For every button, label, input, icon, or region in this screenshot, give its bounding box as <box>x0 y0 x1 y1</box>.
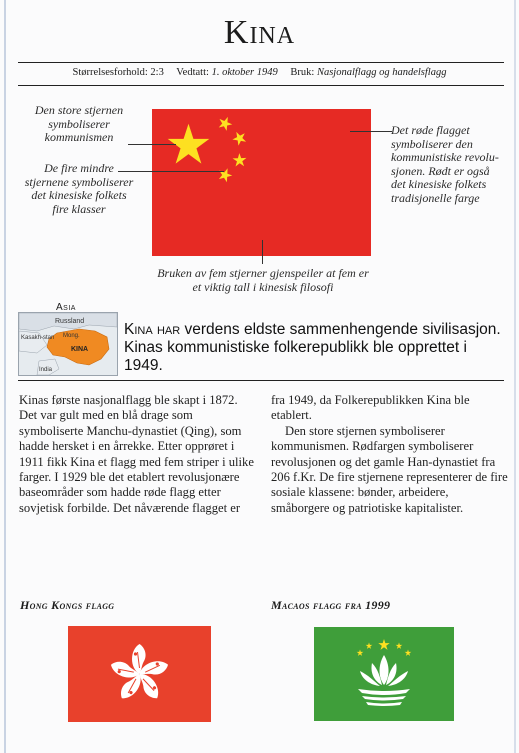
china-flag <box>152 109 371 256</box>
macao-flag-heading: Macaos flagg fra 1999 <box>271 598 391 612</box>
body-paragraph-history: Kinas første nasjonalflagg ble skapt i 1872. Det var gult med en blå drage som symboliserte Manchu-dynastiet (Qing), som hadde hersket i en årrekke. Etter opprøret i 1911 fikk Kina et flagg med fem striper i ulike farger. I 1929 ble det etablert revolusjonære baseområder som hadde røde flagg etter sovjetisk forbilde. Det nåværende flagget er <box>19 393 254 515</box>
flag-meta-line <box>0 67 519 78</box>
title-rule-top <box>18 62 504 63</box>
leader-line-big-star <box>128 144 176 145</box>
map-label-kasakhstan: Kasakh-stan <box>21 335 55 341</box>
ratio-value: 2:3 <box>150 67 164 78</box>
locator-map <box>18 312 118 376</box>
annotation-big-star: Den store stjernen symboliserer kommunismen <box>34 103 124 144</box>
body-column-left <box>19 393 257 516</box>
adopted-value: 1. oktober 1949 <box>211 67 278 78</box>
intro-lead: Kina har <box>124 321 181 338</box>
macao-flag <box>314 627 454 721</box>
use-value: Nasjonalflagg og handelsflagg <box>316 67 447 78</box>
page-title: Kina <box>223 14 296 51</box>
intro-text: verdens eldste sammenhengende sivilisasjon. Kinas kommunistiske folkerepublikk ble opprettet i 1949. <box>124 321 501 374</box>
ratio-label: Størrelsesforhold: <box>72 67 148 78</box>
annotation-five-stars: Bruken av fem stjerner gjenspeiler at fem er et viktig tall i kinesisk filosofi <box>157 266 369 294</box>
map-label-india: India <box>39 367 53 373</box>
title-rule-bottom <box>18 85 504 86</box>
map-label-russland: Russland <box>55 318 85 325</box>
intro-paragraph <box>124 321 504 375</box>
annotation-small-stars: De fire mindre stjernene symboliserer det kinesiske folkets fire klasser <box>24 161 134 216</box>
use-label: Bruk: <box>290 67 315 78</box>
hong-kong-flag-heading: Hong Kongs flagg <box>20 598 115 612</box>
leader-line-red-field <box>350 131 392 132</box>
leader-line-five-stars <box>262 240 263 264</box>
china-flag-field <box>152 109 371 256</box>
body-paragraph-established: fra 1949, da Folkerepublikken Kina ble etablert. <box>271 393 470 423</box>
body-column-right <box>271 393 509 516</box>
intro-rule <box>18 380 504 381</box>
map-label-china: KINA <box>71 346 89 353</box>
leader-line-small-stars <box>118 171 224 172</box>
map-region-label: Asia <box>56 302 76 313</box>
hong-kong-flag <box>68 626 211 722</box>
annotation-red-field: Det røde flagget symboliserer den kommunistiske revolusjonen. Rødt er også det kinesiske folkets tradisjonelle farge <box>391 123 499 205</box>
map-label-mongolia: Mong. <box>63 333 80 339</box>
body-paragraph-symbolism: Den store stjernen symboliserer kommunismen. Rødfargen symboliserer revolusjonen og det gamle Han-dynastiet fra 206 f.Kr. De fire stjernene representerer de fire sosiale klassene: bønder, arbeidere, småborgere og patriotiske kapitalister. <box>271 423 508 515</box>
page-edge-right <box>514 0 516 753</box>
adopted-label: Vedtatt: <box>176 67 209 78</box>
page-edge-left <box>4 0 6 753</box>
